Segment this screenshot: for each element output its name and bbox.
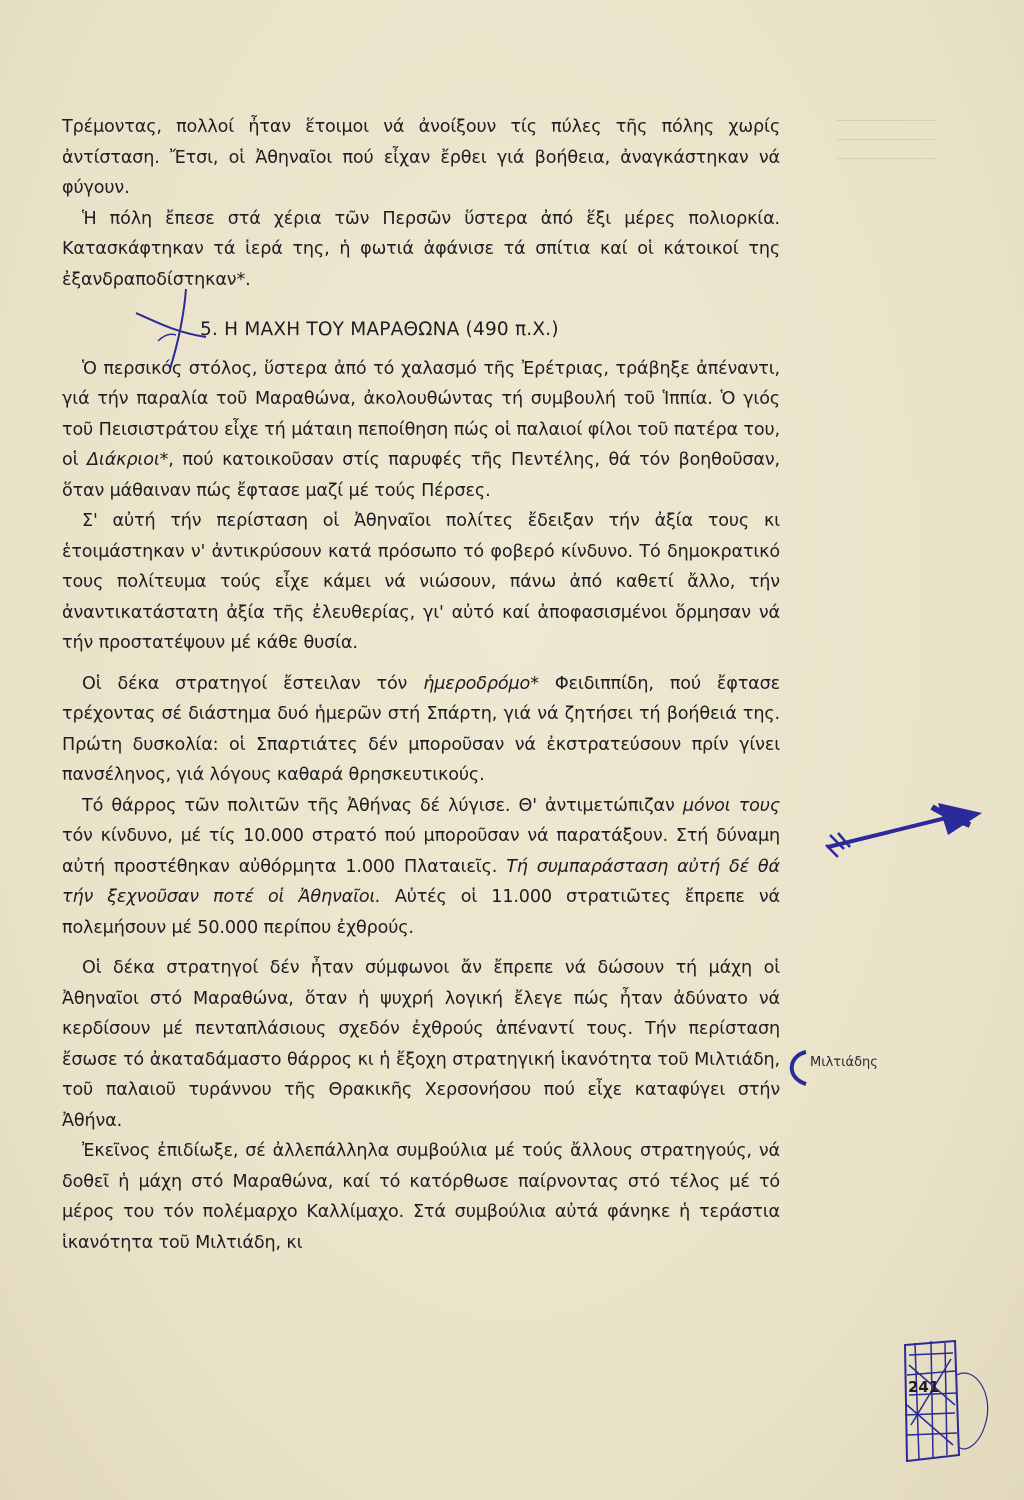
paragraph: Τρέμοντας, πολλοί ἦταν ἕτοιμοι νά ἀνοίξουν τίς πύλες τῆς πόλης χωρίς ἀντίσταση. Ἔτσι, οἱ Ἀθηναῖοι πού εἶχαν ἔρθει γιά βοήθεια, ἀναγκάστηκαν νά φύγουν. bbox=[62, 117, 780, 198]
paragraph: Οἱ δέκα στρατηγοί ἔστειλαν τόν ἡμεροδρόμο* Φειδιππίδη, πού ἔφτασε τρέχοντας σέ διάστημα δυό ἡμερῶν στή Σπάρτη, γιά νά ζητήσει τή βοήθειά της. Πρώτη δυσκολία: οἱ Σπαρτιάτες δέν μποροῦσαν νά ἐκστρατεύσουν πρίν γίνει πανσέληνος, γιά λόγους καθαρά θρησκευτικούς. bbox=[62, 673, 780, 785]
margin-note: Μιλτιάδης bbox=[810, 1055, 878, 1070]
pen-arrow-doodle-icon bbox=[820, 795, 990, 865]
pen-scribble-box-icon bbox=[895, 1335, 1005, 1470]
page-text-body bbox=[62, 112, 780, 1258]
section-heading: 5. Η ΜΑΧΗ ΤΟΥ ΜΑΡΑΘΩΝΑ (490 π.Χ.) bbox=[200, 319, 559, 340]
paragraph: Οἱ δέκα στρατηγοί δέν ἦταν σύμφωνοι ἄν ἔπρεπε νά δώσουν τή μάχη οἱ Ἀθηναῖοι στό Μαραθώνα, ὅταν ἡ ψυχρή λογική ἔλεγε πώς ἦταν ἀδύνατο νά κερδίσουν μέ πενταπλάσιους σχεδόν ἐχθρούς ἀπέναντί τους. Τήν περίσταση ἔσωσε τό ἀκαταδάμαστο θάρρος κι ἡ ἔξοχη στρατηγική ἱκανότητα τοῦ Μιλτιάδη, τοῦ παλαιοῦ τυράννου τῆς Θρακικῆς Χερσονήσου πού εἶχε καταφύγει στήν Ἀθήνα. bbox=[62, 958, 780, 1131]
paragraph: Τό θάρρος τῶν πολιτῶν τῆς Ἀθήνας δέ λύγισε. Θ' ἀντιμετώπιζαν μόνοι τους τόν κίνδυνο, μέ τίς 10.000 στρατό πού μποροῦσαν νά παρατάξουν. Στή δύναμη αὐτή προστέθηκαν αὐθόρμητα 1.000 Πλαταιεῖς. Τή συμπαράσταση αὐτή δέ θά τήν ξεχνοῦσαν ποτέ οἱ Ἀθηναῖοι. Αὐτές οἱ 11.000 στρατιῶτες ἔπρεπε νά πολεμήσουν μέ 50.000 περίπου ἐχθρούς. bbox=[62, 795, 781, 938]
pen-bracket-icon bbox=[780, 1048, 810, 1088]
pen-cross-mark-icon bbox=[128, 285, 218, 375]
bleed-through-note bbox=[836, 120, 936, 190]
paragraph: Σ' αὐτή τήν περίσταση οἱ Ἀθηναῖοι πολίτες ἔδειξαν τήν ἀξία τους κι ἑτοιμάστηκαν ν' ἀντικρύσουν κατά πρόσωπο τό φοβερό κίνδυνο. Τό δημοκρατικό τους πολίτευμα τούς εἶχε κάμει νά νιώσουν, πάνω ἀπό καθετί ἄλλο, τήν ἀναντικατάστατη ἀξία τῆς ἐλευθερίας, γι' αὐτό καί ἀποφασισμένοι ὅρμησαν νά τήν προστατέψουν μέ κάθε θυσία. bbox=[62, 511, 780, 653]
page-number: 241 bbox=[908, 1378, 940, 1396]
paragraph: Ἐκεῖνος ἐπιδίωξε, σέ ἀλλεπάλληλα συμβούλια μέ τούς ἄλλους στρατηγούς, νά δοθεῖ ἡ μάχη στό Μαραθώνα, καί τό κατόρθωσε παίρνοντας στό τέλος μέ τό μέρος του τόν πολέμαρχο Καλλίμαχο. Στά συμβούλια αὐτά φάνηκε ἡ τεράστια ἱκανότητα τοῦ Μιλτιάδη, κι bbox=[62, 1141, 780, 1253]
paragraph: Ἡ πόλη ἔπεσε στά χέρια τῶν Περσῶν ὕστερα ἀπό ἕξι μέρες πολιορκία. Κατασκάφτηκαν τά ἱερά της, ἡ φωτιά ἀφάνισε τά σπίτια καί οἱ κάτοικοί της ἐξανδραποδίστηκαν*. bbox=[62, 208, 780, 290]
paragraph: Ὁ περσικός στόλος, ὕστερα ἀπό τό χαλασμό τῆς Ἐρέτριας, τράβηξε ἀπέναντι, γιά τήν παραλία τοῦ Μαραθώνα, ἀκολουθώντας τή συμβουλή τοῦ Ἱππία. Ὁ γιός τοῦ Πεισιστράτου εἶχε τή μάταιη πεποίθηση πώς οἱ παλαιοί φίλοι τοῦ πατέρα του, οἱ Διάκριοι*, πού κατοικοῦσαν στίς παρυφές τῆς Πεντέλης, θά τόν βοηθοῦσαν, ὅταν μάθαιναν πώς ἔφτασε μαζί μέ τούς Πέρσες. bbox=[62, 358, 780, 501]
